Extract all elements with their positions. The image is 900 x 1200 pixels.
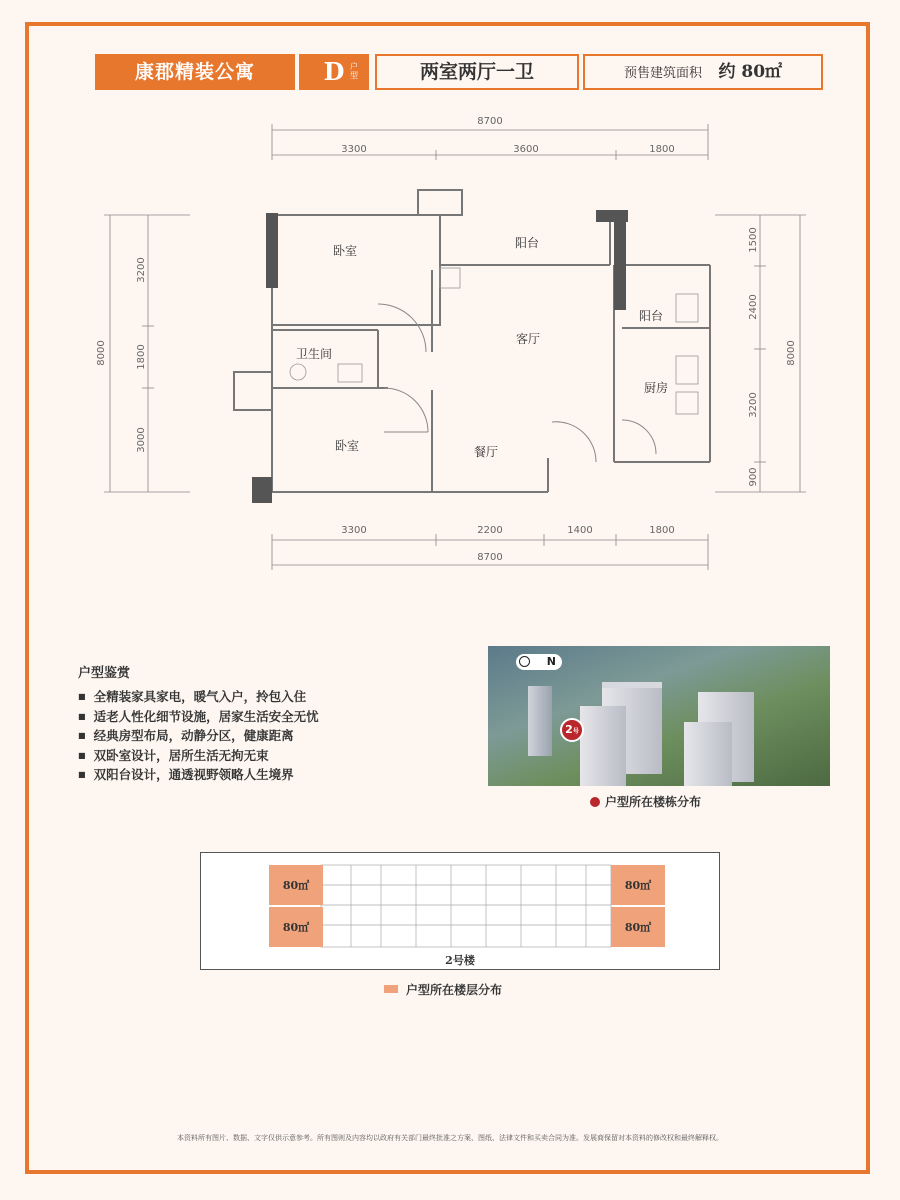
features-section (78, 662, 458, 785)
marker-dot-icon (590, 797, 600, 807)
room-balcony-1: 阳台 (514, 236, 540, 250)
marker-suffix: 号 (572, 728, 579, 735)
project-title: 康郡精装公寓 (95, 54, 295, 90)
aerial-view-image (488, 646, 830, 786)
features-title: 户型鉴赏 (78, 666, 131, 681)
room-dining: 餐厅 (473, 445, 499, 459)
dim-top-1: 3300 (341, 144, 367, 155)
floor-layout-diagram (200, 852, 720, 970)
aerial-caption-text: 户型所在楼栋分布 (605, 795, 702, 809)
highlight-swatch (384, 985, 398, 993)
floor-caption (384, 981, 502, 998)
feature-item: ■ 双阳台设计，通透视野领略人生境界 (78, 765, 458, 785)
building-tower (580, 706, 626, 786)
aerial-caption (590, 793, 701, 810)
unit-area-label: 80㎡ (624, 879, 652, 892)
building-roof (602, 682, 662, 688)
room-bedroom-2: 卧室 (334, 439, 360, 453)
dim-bottom-1: 3300 (341, 525, 367, 536)
room-bathroom: 卫生间 (295, 347, 333, 361)
feature-item: ■ 适老人性化细节设施，居家生活安全无忧 (78, 707, 458, 727)
dim-left-total: 8000 (96, 340, 107, 366)
dim-bottom-2: 2200 (477, 525, 503, 536)
feature-item: ■ 全精装家具家电，暖气入户，拎包入住 (78, 687, 458, 707)
dim-bottom-total: 8700 (477, 552, 503, 563)
dim-top-total: 8700 (477, 116, 503, 127)
unit-area-label: 80㎡ (624, 921, 652, 934)
unit-letter: D (323, 57, 345, 86)
dim-right-1: 1500 (748, 227, 759, 253)
area-value: 约 80㎡ (718, 62, 783, 82)
unit-area-label: 80㎡ (282, 921, 310, 934)
dim-right-4: 900 (748, 467, 759, 487)
marker-number: 2 (565, 723, 573, 736)
room-bedroom-1: 卧室 (332, 244, 358, 258)
dim-right-2: 2400 (748, 294, 759, 320)
building-label: 2号楼 (445, 954, 475, 967)
dim-bottom-4: 1800 (649, 525, 675, 536)
layout-label: 两室两厅一卫 (375, 54, 579, 90)
dim-left-3: 3000 (136, 427, 147, 453)
unit-area-label: 80㎡ (282, 879, 310, 892)
dim-left-1: 3200 (136, 257, 147, 283)
features-list (78, 687, 458, 785)
unit-suffix: 户型 (350, 62, 358, 80)
room-living: 客厅 (515, 332, 541, 346)
area-label: 预售建筑面积 (623, 66, 702, 81)
dim-top-3: 1800 (649, 144, 675, 155)
feature-item: ■ 双卧室设计，居所生活无拘无束 (78, 746, 458, 766)
dim-left-2: 1800 (136, 344, 147, 370)
dim-right-total: 8000 (786, 340, 797, 366)
compass-label: N (546, 655, 556, 668)
room-balcony-2: 阳台 (638, 309, 664, 323)
dim-top-2: 3600 (513, 144, 539, 155)
building-tower (684, 722, 732, 786)
dim-bottom-3: 1400 (567, 525, 593, 536)
floor-caption-text: 户型所在楼层分布 (406, 983, 503, 997)
building-tower (528, 686, 552, 756)
disclaimer: 本资料所有图片、数据、文字仅供示意参考。所有图则及内容均以政府有关部门最终批准之方案、图纸、法律文件和买卖合同为准。发展商保留对本资料的修改权和最终解释权。 (177, 1134, 723, 1142)
room-kitchen: 厨房 (643, 381, 669, 395)
building-marker (560, 718, 584, 742)
compass-north (516, 654, 562, 670)
dim-right-3: 3200 (748, 392, 759, 418)
feature-item: ■ 经典房型布局，动静分区，健康距离 (78, 726, 458, 746)
compass-icon (519, 656, 530, 667)
